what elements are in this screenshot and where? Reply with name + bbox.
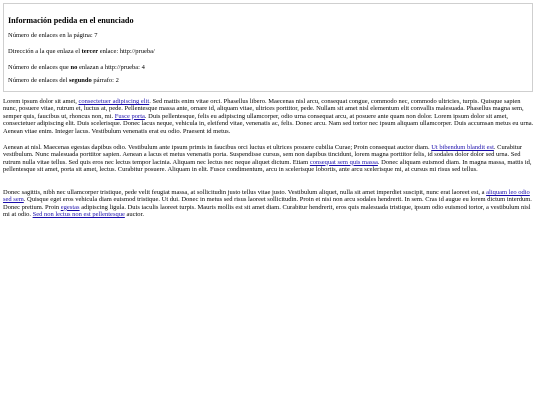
info-box — [3, 3, 533, 92]
paragraph-3-link-2[interactable]: egestas — [60, 203, 80, 211]
info-second-paragraph-links: Número de enlaces del segundo párrafo: 2 — [8, 77, 119, 84]
paragraph-3-link-3[interactable]: Sed non lectus non est pellentesque — [32, 211, 125, 219]
paragraph-2-link-2[interactable]: consequat sem quis massa — [309, 158, 378, 166]
info-non-prueba-links: Número de enlaces que no enlazan a http://prueba: 4 — [8, 64, 145, 71]
info-third-link: Dirección a la que enlaza el tercer enlace: http://prueba/ — [8, 48, 155, 55]
paragraph-3: Donec sagittis, nibh nec ullamcorper tristique, pede velit feugiat massa, at sollicitudin justo tellus vitae justo. Vestibulum aliquet, nulla sit amet imperdiet suscipit, nunc erat laoreet est, a aliquam leo odio sed sem. Quisque eget eros vehicula diam euismod tristique. Ut dui. Donec in metus sed risus laoreet sollicitudin. Proin et nisi non arcu sodales hendrerit. In sem. Cras id augue eu lorem dictum interdum. Donec pretium. Proin egestas adipiscing ligula. Duis iaculis laoreet turpis. Mauris mollis est sit amet diam. Curabitur hendrerit, eros quis malesuada tristique, ipsum odio euismod tortor, a vestibulum nisl mi at odio. Sed non lectus non est pellentesque auctor. — [3, 189, 532, 219]
paragraph-2-link-1[interactable]: Ut bibendum blandit est — [431, 144, 494, 151]
paragraph-1: Lorem ipsum dolor sit amet, consectetuer adipiscing elit. Sed mattis enim vitae orci. Phasellus libero. Maecenas nisl arcu, consequat congue, commodo nec, commodo ultricies, turpis. Quisque sapien nunc, posuere vitae, rutrum et, luctus at, pede. Pellentesque massa ante, ornare id, aliquam vitae, ultrices porttitor, pede. Nullam sit amet nisl elementum elit convallis malesuada. Phasellus magna sem, semper quis, faucibus ut, rhoncus non, mi. Fusce porta. Duis pellentesque, felis eu adipiscing ullamcorper, odio urna consequat arcu, at posuere ante quam non dolor. Lorem ipsum dolor sit amet, consectetuer adipiscing elit. Duis scelerisque. Donec lacus neque, vehicula in, eleifend vitae, venenatis ac, felis. Donec arcu. Nam sed tortor nec ipsum aliquam ullamcorper. Duis accumsan metus eu urna. Aenean vitae enim. Integer lacus. Vestibulum venenatis erat eu odio. Praesent id metus. — [3, 98, 534, 135]
paragraph-3-link-1[interactable]: aliquam leo odio sed sem — [3, 189, 530, 204]
paragraph-1-link-1[interactable]: consectetuer adipiscing elit — [78, 98, 150, 105]
info-title: Información pedida en el enunciado — [8, 16, 134, 25]
paragraph-1-link-2[interactable]: Fusce porta — [114, 112, 145, 120]
paragraph-2: Aenean at nisl. Maecenas egestas dapibus odio. Vestibulum ante ipsum primis in faucibus orci luctus et ultrices posuere cubilia Curae; Proin consequat auctor diam. Ut bibendum blandit est. Curabitur vestibulum. Nunc malesuada porttitor sapien. Aenean a lacus et metus venenatis porta. Suspendisse cursus, sem non dapibus tincidunt, lorem magna porttitor felis, id sodales dolor dolor sed urna. Sed rutrum nulla vitae tellus. Sed quis eros nec lectus tempor lacinia. Aliquam nec lectus nec neque aliquet dictum. Etiam consequat sem quis massa. Donec aliquam euismod diam. In magna massa, mattis id, pellentesque sit amet, porta sit amet, lectus. Curabitur posuere. Aliquam in elit. Fusce condimentum, arcu in scelerisque lobortis, ante arcu scelerisque mi, at cursus mi risus sed tellus. — [3, 144, 532, 174]
info-link-count: Número de enlaces en la página: 7 — [8, 32, 98, 39]
